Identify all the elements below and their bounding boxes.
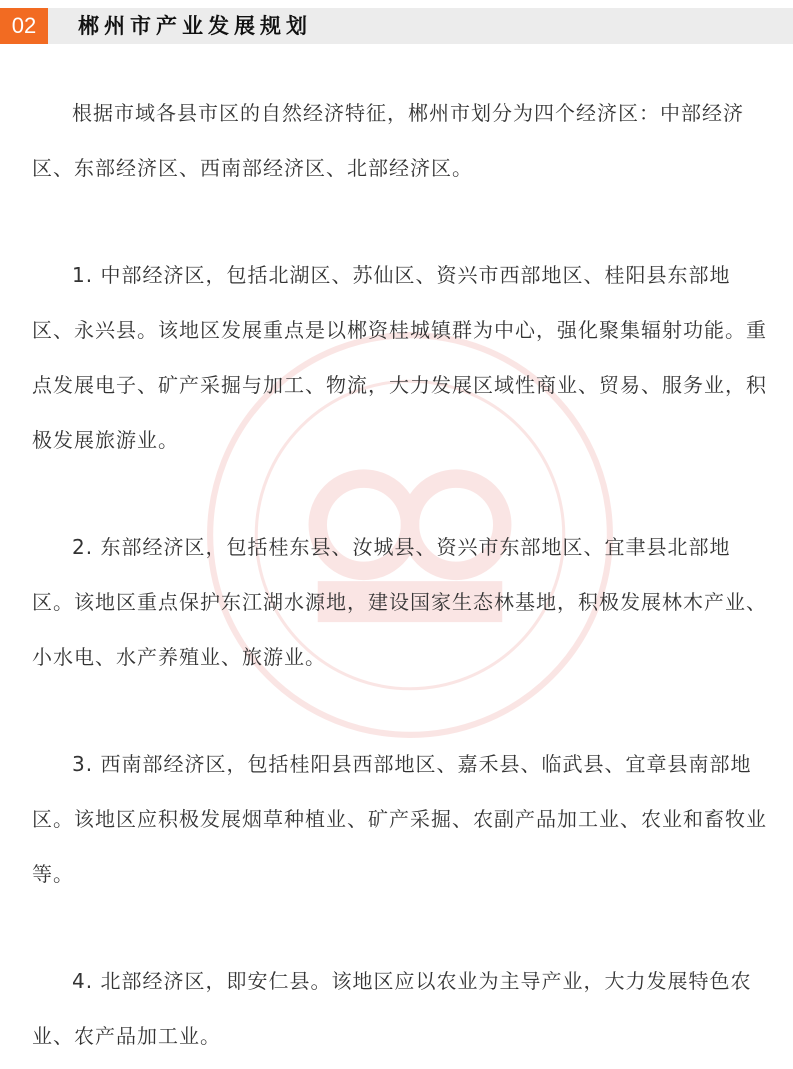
- section-title: 郴州市产业发展规划: [78, 14, 312, 38]
- section-header: [0, 8, 793, 44]
- zone-paragraph: [32, 954, 772, 1064]
- zone-number: 4.: [72, 969, 94, 993]
- zone-text: 西南部经济区，包括桂阳县西部地区、嘉禾县、临武县、宜章县南部地区。该地区应积极发展烟草种植业、矿产采掘、农副产品加工业、农业和畜牧业等。: [32, 752, 767, 886]
- zone-paragraph: [32, 248, 772, 468]
- zone-text: 东部经济区，包括桂东县、汝城县、资兴市东部地区、宜聿县北部地区。该地区重点保护东江湖水源地，建设国家生态林基地，积极发展林木产业、小水电、水产养殖业、旅游业。: [32, 535, 767, 669]
- zone-text: 北部经济区，即安仁县。该地区应以农业为主导产业，大力发展特色农业、农产品加工业。: [32, 969, 752, 1048]
- zone-number: 1.: [72, 263, 94, 287]
- intro-paragraph: 根据市域各县市区的自然经济特征，郴州市划分为四个经济区：中部经济区、东部经济区、西南部经济区、北部经济区。: [32, 101, 744, 180]
- zone-number: 2.: [72, 535, 94, 559]
- zone-number: 3.: [72, 752, 94, 776]
- section-number: 02: [0, 8, 48, 44]
- zone-text: 中部经济区，包括北湖区、苏仙区、资兴市西部地区、桂阳县东部地区、永兴县。该地区发展重点是以郴资桂城镇群为中心，强化聚集辐射功能。重点发展电子、矿产采掘与加工、物流，大力发展区域性商业、贸易、服务业，积极发展旅游业。: [32, 263, 767, 452]
- document-body: [32, 86, 772, 1064]
- zone-paragraph: [32, 737, 772, 902]
- zone-paragraph: [32, 520, 772, 685]
